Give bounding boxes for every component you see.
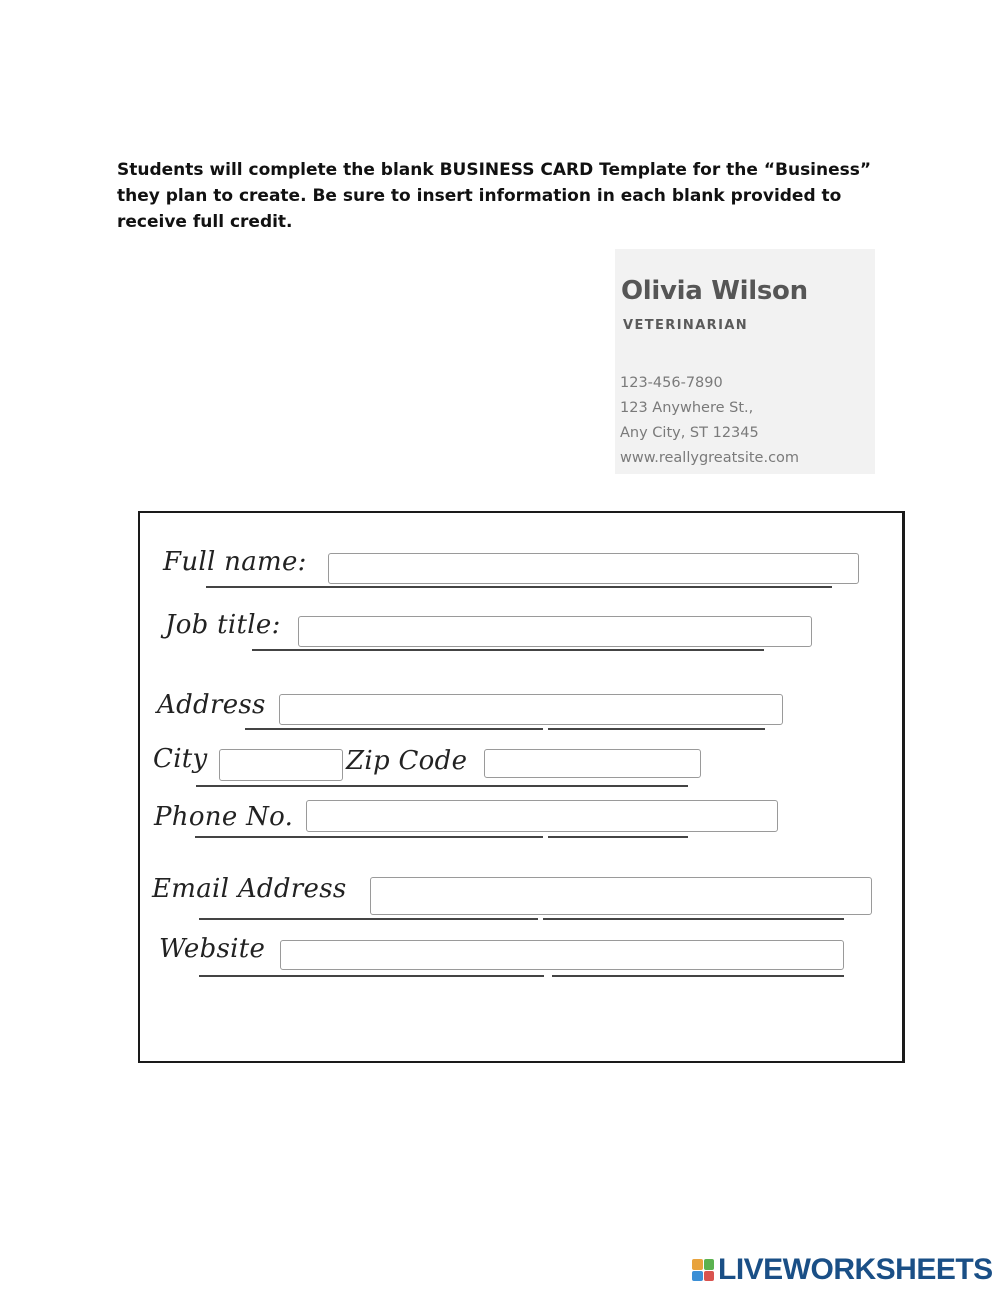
address-input[interactable] [279,694,783,725]
email-input[interactable] [370,877,872,915]
website-label: Website [159,934,266,964]
zip-code-input[interactable] [484,749,701,778]
website-underline-1 [199,975,544,977]
phone-input[interactable] [306,800,778,832]
liveworksheets-logo-icon [692,1259,714,1281]
business-card-form [138,511,905,1063]
sample-card-name: Olivia Wilson [621,276,808,306]
city-label: City [153,744,208,774]
instructions-line-3: receive full credit. [117,212,293,232]
address-underline-2 [548,728,765,730]
instructions-line-2: they plan to create. Be sure to insert information in each blank provided to [117,186,842,206]
email-underline-1 [199,918,538,920]
phone-label: Phone No. [154,802,294,832]
zip-code-label: Zip Code [346,746,468,776]
brand-name: LIVEWORKSHEETS [718,1253,993,1286]
website-input[interactable] [280,940,844,970]
sample-card-website: www.reallygreatsite.com [620,450,800,466]
job-title-label: Job title: [165,610,281,640]
email-label: Email Address [152,874,347,904]
full-name-underline [206,586,832,588]
address-underline-1 [245,728,543,730]
job-title-input[interactable] [298,616,812,647]
sample-card-title: VETERINARIAN [623,318,749,333]
full-name-label: Full name: [163,547,307,577]
sample-card-city: Any City, ST 12345 [620,425,759,441]
full-name-input[interactable] [328,553,859,584]
instructions-text [117,157,877,235]
phone-underline-1 [195,836,543,838]
job-title-underline [252,649,764,651]
instructions-line-1: Students will complete the blank BUSINESS CARD Template for the “Business” [117,160,872,180]
city-input[interactable] [219,749,343,781]
address-label: Address [157,690,266,720]
website-underline-2 [552,975,844,977]
sample-business-card [615,249,875,474]
sample-card-street: 123 Anywhere St., [620,400,754,416]
email-underline-2 [543,918,844,920]
phone-underline-2 [548,836,688,838]
liveworksheets-brand [692,1255,993,1285]
city-zip-underline [196,785,688,787]
sample-card-phone: 123-456-7890 [620,375,723,391]
